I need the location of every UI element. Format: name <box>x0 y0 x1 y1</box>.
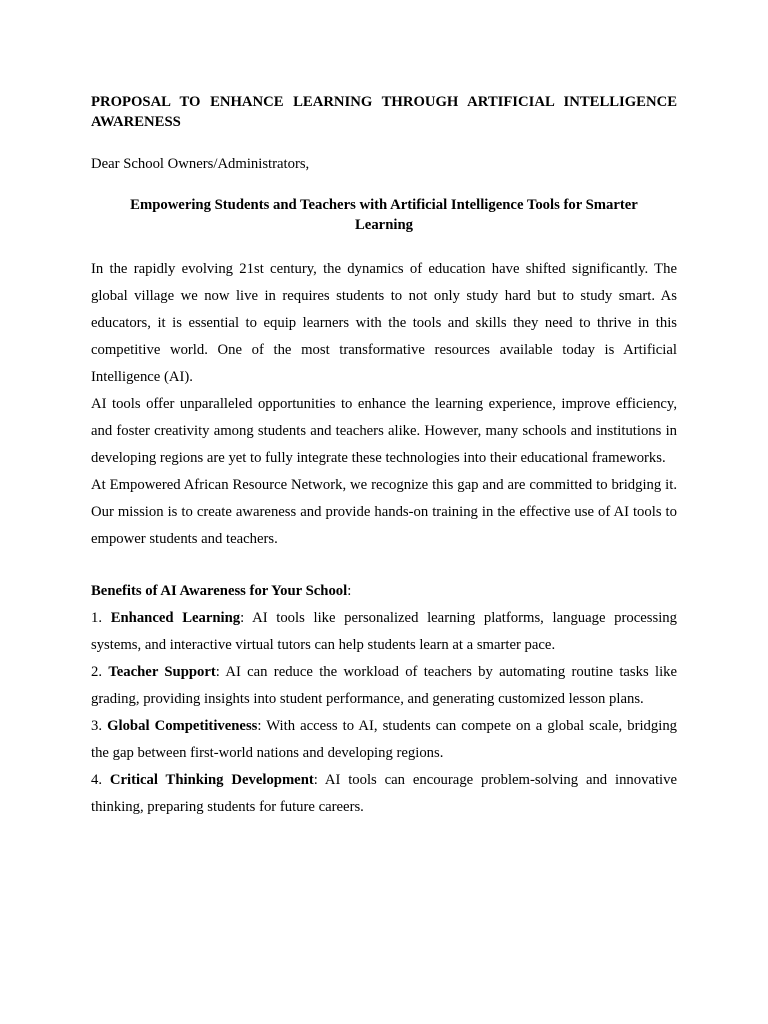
paragraph: AI tools offer unparalleled opportunities to enhance the learning experience, improve efficiency, and foster creativity among students and teachers alike. However, many schools and institutions in developing regions are yet to fully integrate these technologies into their educational frameworks. <box>91 396 677 466</box>
benefit-number: 3. <box>91 718 103 734</box>
benefits-heading-text: Benefits of AI Awareness for Your School <box>91 583 348 599</box>
benefits-heading-colon: : <box>347 583 352 599</box>
benefit-term: Global Competitiveness <box>107 718 258 734</box>
benefit-term: Enhanced Learning <box>110 610 241 626</box>
benefit-text: : AI tools like personalized learning platforms, language processing systems, and interactive virtual tutors can help students learn at a smarter pace. <box>91 610 677 653</box>
list-item <box>91 605 677 659</box>
salutation: Dear School Owners/Administrators, <box>91 156 310 172</box>
benefit-term: Critical Thinking Development <box>109 772 314 788</box>
body-text <box>91 256 677 553</box>
document-subtitle: Empowering Students and Teachers with Artificial Intelligence Tools for Smarter Learning <box>130 197 638 233</box>
benefit-text: : AI tools can encourage problem-solving and innovative thinking, preparing students for future careers. <box>91 772 677 815</box>
paragraph: At Empowered African Resource Network, we recognize this gap and are committed to bridging it. Our mission is to create awareness and provide hands-on training in the effective use of AI tools to empower students and teachers. <box>91 477 677 547</box>
benefit-term: Teacher Support <box>108 664 216 680</box>
benefits-list <box>91 605 677 821</box>
benefit-number: 1. <box>91 610 103 626</box>
list-item <box>91 659 677 713</box>
benefit-text: : With access to AI, students can compete on a global scale, bridging the gap between first-world nations and developing regions. <box>91 718 678 761</box>
benefits-heading <box>91 578 677 605</box>
benefit-text: : AI can reduce the workload of teachers by automating routine tasks like grading, providing insights into student performance, and generating customized lesson plans. <box>91 664 678 707</box>
benefit-number: 4. <box>91 772 103 788</box>
list-item <box>91 713 677 767</box>
document-title: PROPOSAL TO ENHANCE LEARNING THROUGH ARTIFICIAL INTELLIGENCE AWARENESS <box>91 94 677 130</box>
list-item <box>91 767 677 821</box>
benefit-number: 2. <box>91 664 103 680</box>
document-page <box>91 92 677 821</box>
paragraph: In the rapidly evolving 21st century, the dynamics of education have shifted significantly. The global village we now live in requires students to not only study hard but to study smart. As educators, it is essential to equip learners with the tools and skills they need to thrive in this competitive world. One of the most transformative resources available today is Artificial Intelligence (AI). <box>91 261 677 385</box>
